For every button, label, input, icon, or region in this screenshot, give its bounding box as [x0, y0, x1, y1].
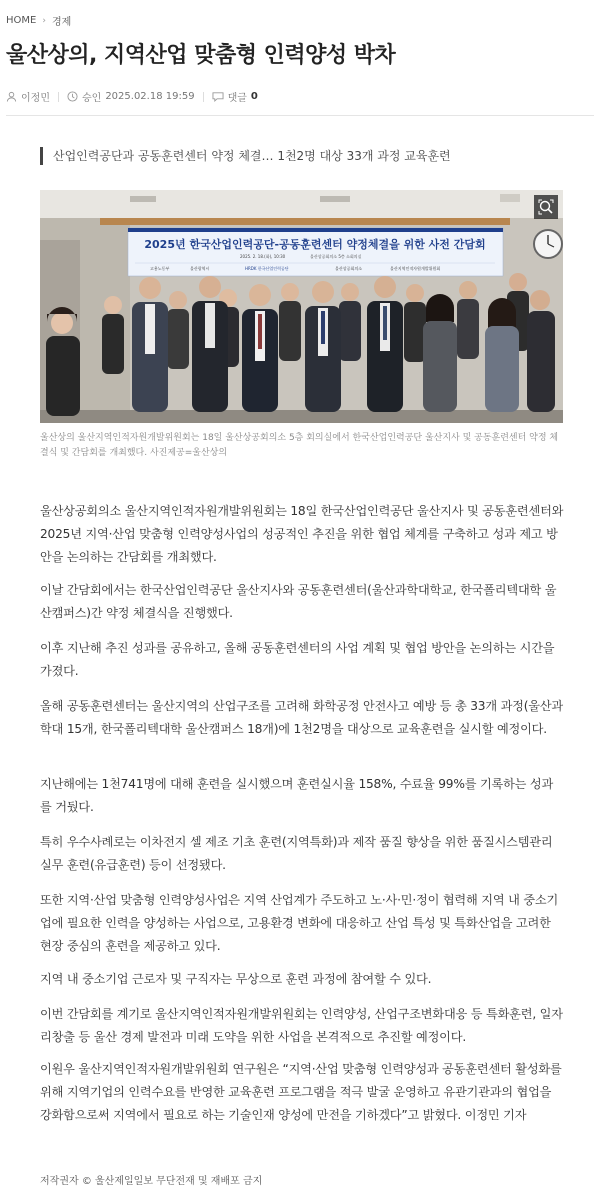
breadcrumb — [6, 13, 71, 28]
comments-info[interactable] — [212, 89, 258, 104]
copyright-notice: 저작권자 © 울산제일일보 무단전재 및 재배포 금지 — [40, 1176, 263, 1187]
photo-caption: 울산상의 울산지역인적자원개발위원회는 18일 울산상공회의소 5층 회의실에서 한국산업인력공단 울산지사 및 공동훈련센터 약정 체결식 및 간담회를 개최했다. 사진제공=울산상의 — [40, 433, 559, 458]
article-paragraph: 지역 내 중소기업 근로자 및 구직자는 무상으로 훈련 과정에 참여할 수 있다. — [40, 972, 432, 986]
banner-org-2: 울산광역시 — [190, 266, 210, 271]
breadcrumb-separator: › — [42, 15, 46, 26]
approved-datetime: 2025.02.18 19:59 — [105, 91, 195, 102]
photo-illustration — [40, 190, 563, 423]
comments-count: 0 — [250, 91, 258, 102]
user-icon — [6, 91, 17, 102]
comment-icon — [212, 91, 224, 102]
author-name: 이정민 — [21, 93, 50, 104]
meta-divider — [58, 92, 59, 102]
article-paragraph: 또한 지역·산업 맞춤형 인력양성사업은 지역 산업계가 주도하고 노·사·민·정이 협력해 지역 내 중소기업에 필요한 인력을 양성하는 사업으로, 고용환경 변화에 대응하고 산업 특성 및 특화산업을 고려한 현장 중심의 훈련을 제공하고 있다. — [40, 893, 559, 953]
comments-label: 댓글 — [227, 93, 247, 104]
meta-divider — [203, 92, 204, 102]
banner-org-1: 고용노동부 — [150, 266, 170, 271]
article-photo[interactable] — [40, 190, 563, 423]
article-paragraph: 올해 공동훈련센터는 울산지역의 산업구조를 고려해 화학공정 안전사고 예방 등 총 33개 과정(울산과학대 15개, 한국폴리텍대학 울산캠퍼스 18개)에 1천2명을 대상으로 교육훈련을 실시할 예정이다. — [40, 699, 564, 736]
zoom-icon — [538, 199, 554, 215]
banner-org-4: 울산상공회의소 — [335, 266, 363, 271]
banner-org-5: 울산지역인적자원개발위원회 — [390, 266, 441, 271]
clock-icon — [67, 91, 78, 102]
article-paragraph: 이날 간담회에서는 한국산업인력공단 울산지사와 공동훈련센터(울산과학대학교, 한국폴리텍대학 울산캠퍼스)간 약정 체결식을 진행했다. — [40, 583, 557, 620]
article-paragraph: 이후 지난해 추진 성과를 공유하고, 올해 공동훈련센터의 사업 계획 및 협업 방안을 논의하는 시간을 가졌다. — [40, 641, 555, 678]
banner-detail-place: 울산상공회의소 5층 소회의실 — [310, 254, 362, 259]
banner-org-3: HRDK 한국산업인력공단 — [245, 266, 289, 271]
article-paragraph: 특히 우수사례로는 이차전지 셀 제조 기초 훈련(지역특화)과 제작 품질 향상을 위한 품질시스템관리 실무 훈련(유급훈련) 등이 선정됐다. — [40, 835, 553, 872]
banner-title: 2025년 한국산업인력공단-공동훈련센터 약정체결을 위한 사전 간담회 — [144, 238, 486, 251]
article-paragraph: 울산상공회의소 울산지역인적자원개발위원회는 18일 한국산업인력공단 울산지사 및 공동훈련센터와 2025년 지역·산업 맞춤형 인력양성사업의 성공적인 추진을 위한 협업 체계를 구축하고 성과 제고 방안을 논의하는 간담회를 개최했다. — [40, 504, 564, 564]
article-paragraph: 이번 간담회를 계기로 울산지역인적자원개발위원회는 인력양성, 산업구조변화대응 등 특화훈련, 일자리창출 등 울산 경제 발전과 미래 도약을 위한 사업을 본격적으로 추진할 예정이다. — [40, 1007, 563, 1044]
article-meta — [6, 89, 258, 104]
article-title: 울산상의, 지역산업 맞춤형 인력양성 박차 — [6, 43, 396, 68]
approved-label: 승인 — [81, 93, 102, 104]
article-paragraph: 지난해에는 1천741명에 대해 훈련을 실시했으며 훈련실시율 158%, 수료율 99%를 기록하는 성과를 거뒀다. — [40, 777, 554, 814]
article-subtitle: 산업인력공단과 공동훈련센터 약정 체결… 1천2명 대상 33개 과정 교육훈련 — [40, 147, 451, 165]
author-info — [6, 89, 50, 104]
breadcrumb-home[interactable]: HOME — [6, 15, 37, 26]
meta-divider-line — [6, 115, 594, 116]
breadcrumb-section[interactable]: 경제 — [51, 17, 72, 28]
zoom-button[interactable] — [534, 195, 558, 219]
banner-detail-date: 2025. 2. 18.(화), 10:30 — [240, 254, 286, 259]
approved-info — [67, 89, 195, 104]
article-paragraph: 이원우 울산지역인적자원개발위원회 연구원은 “지역·산업 맞춤형 인력양성과 공동훈련센터 활성화를 위해 지역기업의 인력수요를 반영한 교육훈련 프로그램을 적극 발굴 운영하고 유관기관과의 협업을 강화함으로써 지역에서 필요로 하는 기술인재 양성에 만전을 기하겠다”고 밝혔다. 이정민 기자 — [40, 1062, 562, 1122]
